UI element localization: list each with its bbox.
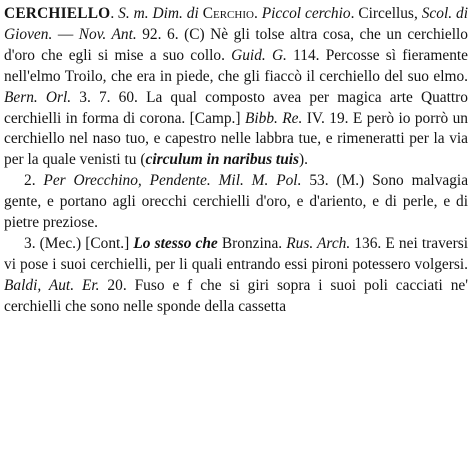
editor-mark: (C) [184, 25, 205, 43]
cross-reference: Bronzina [221, 234, 279, 252]
sense-1: CERCHIELLO. S. m. Dim. di Cerchio. Piccol cerchio. Circellus, Scol. di Gioven. — Nov. Ant. 92. 6. (C) Nè gli tolse altra cosa, che un cerchiello d'oro che egli si mise a suo collo. Guid. G. 114. Percosse sì fieramente nell'elmo Troilo, che era in piede, che gli fiaccò il cerchiello del suo elmo. Bern. Orl. 3. 7. 60. La qual composto avea per magica arte Quattro cerchielli in forma di corona. [Camp.] Bibb. Re. IV. 19. E però io porrò un cerchiello nel naso tuo, e capestro nelle labbra tue, e rimeneratti per la via per la quale venisti tu (circulum in naribus tuis). [4, 5, 468, 169]
source-citation: Bern. Orl. [4, 88, 72, 106]
source-location: 3. 7. 60. [79, 88, 138, 106]
source-citation: Nov. Ant. [78, 25, 137, 43]
grammar-note: S. m. Dim. di [118, 5, 199, 22]
quotation: E nei traversi vi pose i suoi cerchielli, per li quali entrando essi pironi potessero volgersi. [4, 234, 468, 273]
source-location: IV. 19. [306, 109, 349, 127]
quotation: E però io porrò un cerchiello nel naso tuo, e capestro nelle labbra tue, e rimeneratti per la via per la quale venisti tu [4, 109, 468, 169]
quotation: Percosse sì fieramente nell'elmo Troilo, che era in piede, che gli fiaccò il cerchiello del suo elmo. [4, 46, 468, 85]
source-location: 53. [309, 172, 329, 190]
base-word: Cerchio [202, 5, 254, 22]
editor-mark: [Camp.] [189, 109, 241, 127]
source-location: 136. [354, 234, 382, 252]
source-citation: Bibb. Re. [244, 109, 303, 127]
latin-quotation: circulum in naribus tuis [145, 151, 300, 169]
sense-number: 2. [24, 172, 36, 190]
editor-mark: (M.) [336, 172, 365, 190]
quotation: Sono malvagia gente, e portano agli orecchi cerchielli d'oro, e d'ariento, e di perle, e di pietre preziose. [4, 172, 469, 232]
headword: CERCHIELLO [4, 5, 111, 22]
source-citation: Scol. di Gioven. [4, 5, 468, 43]
quotation: Nè gli tolse altra cosa, che un cerchiello d'oro che egli si mise a suo collo. [4, 25, 468, 64]
quotation: La qual composto avea per magica arte Quattro cerchielli in forma di corona. [4, 88, 468, 127]
quotation: Fuso e f che si giri sopra i suoi poli cacciati ne' cerchielli che sono nelle sponde della cassetta [4, 276, 468, 315]
editor-mark: [Cont.] [85, 234, 130, 252]
sense-3: 3. (Mec.) [Cont.] Lo stesso che Bronzina. Rus. Arch. 136. E nei traversi vi pose i suoi cerchielli, per li quali entrando essi pironi potessero volgersi. Baldi, Aut. Er. 20. Fuso e f che si giri sopra i suoi poli cacciati ne' cerchielli che sono nelle sponde della cassetta [4, 234, 468, 315]
source-location: 114. [293, 46, 320, 64]
field-label: (Mec.) [39, 234, 82, 252]
source-location: 92. 6. [142, 25, 179, 43]
definition: Piccol cerchio [261, 5, 351, 22]
definition: Per Orecchino, Pendente. [43, 172, 211, 190]
sense-2 [4, 171, 468, 234]
dictionary-entry [4, 4, 468, 318]
source-citation: Rus. Arch. [286, 234, 351, 252]
source-citation: Guid. G. [231, 46, 287, 64]
sense-number: 3. [24, 234, 36, 252]
source-location: 20. [107, 276, 127, 294]
latin-equivalent: Circellus [358, 5, 414, 22]
definition: Lo stesso che [133, 234, 218, 252]
source-citation: Baldi, Aut. Er. [4, 276, 100, 294]
source-citation: Mil. M. Pol. [218, 172, 302, 190]
